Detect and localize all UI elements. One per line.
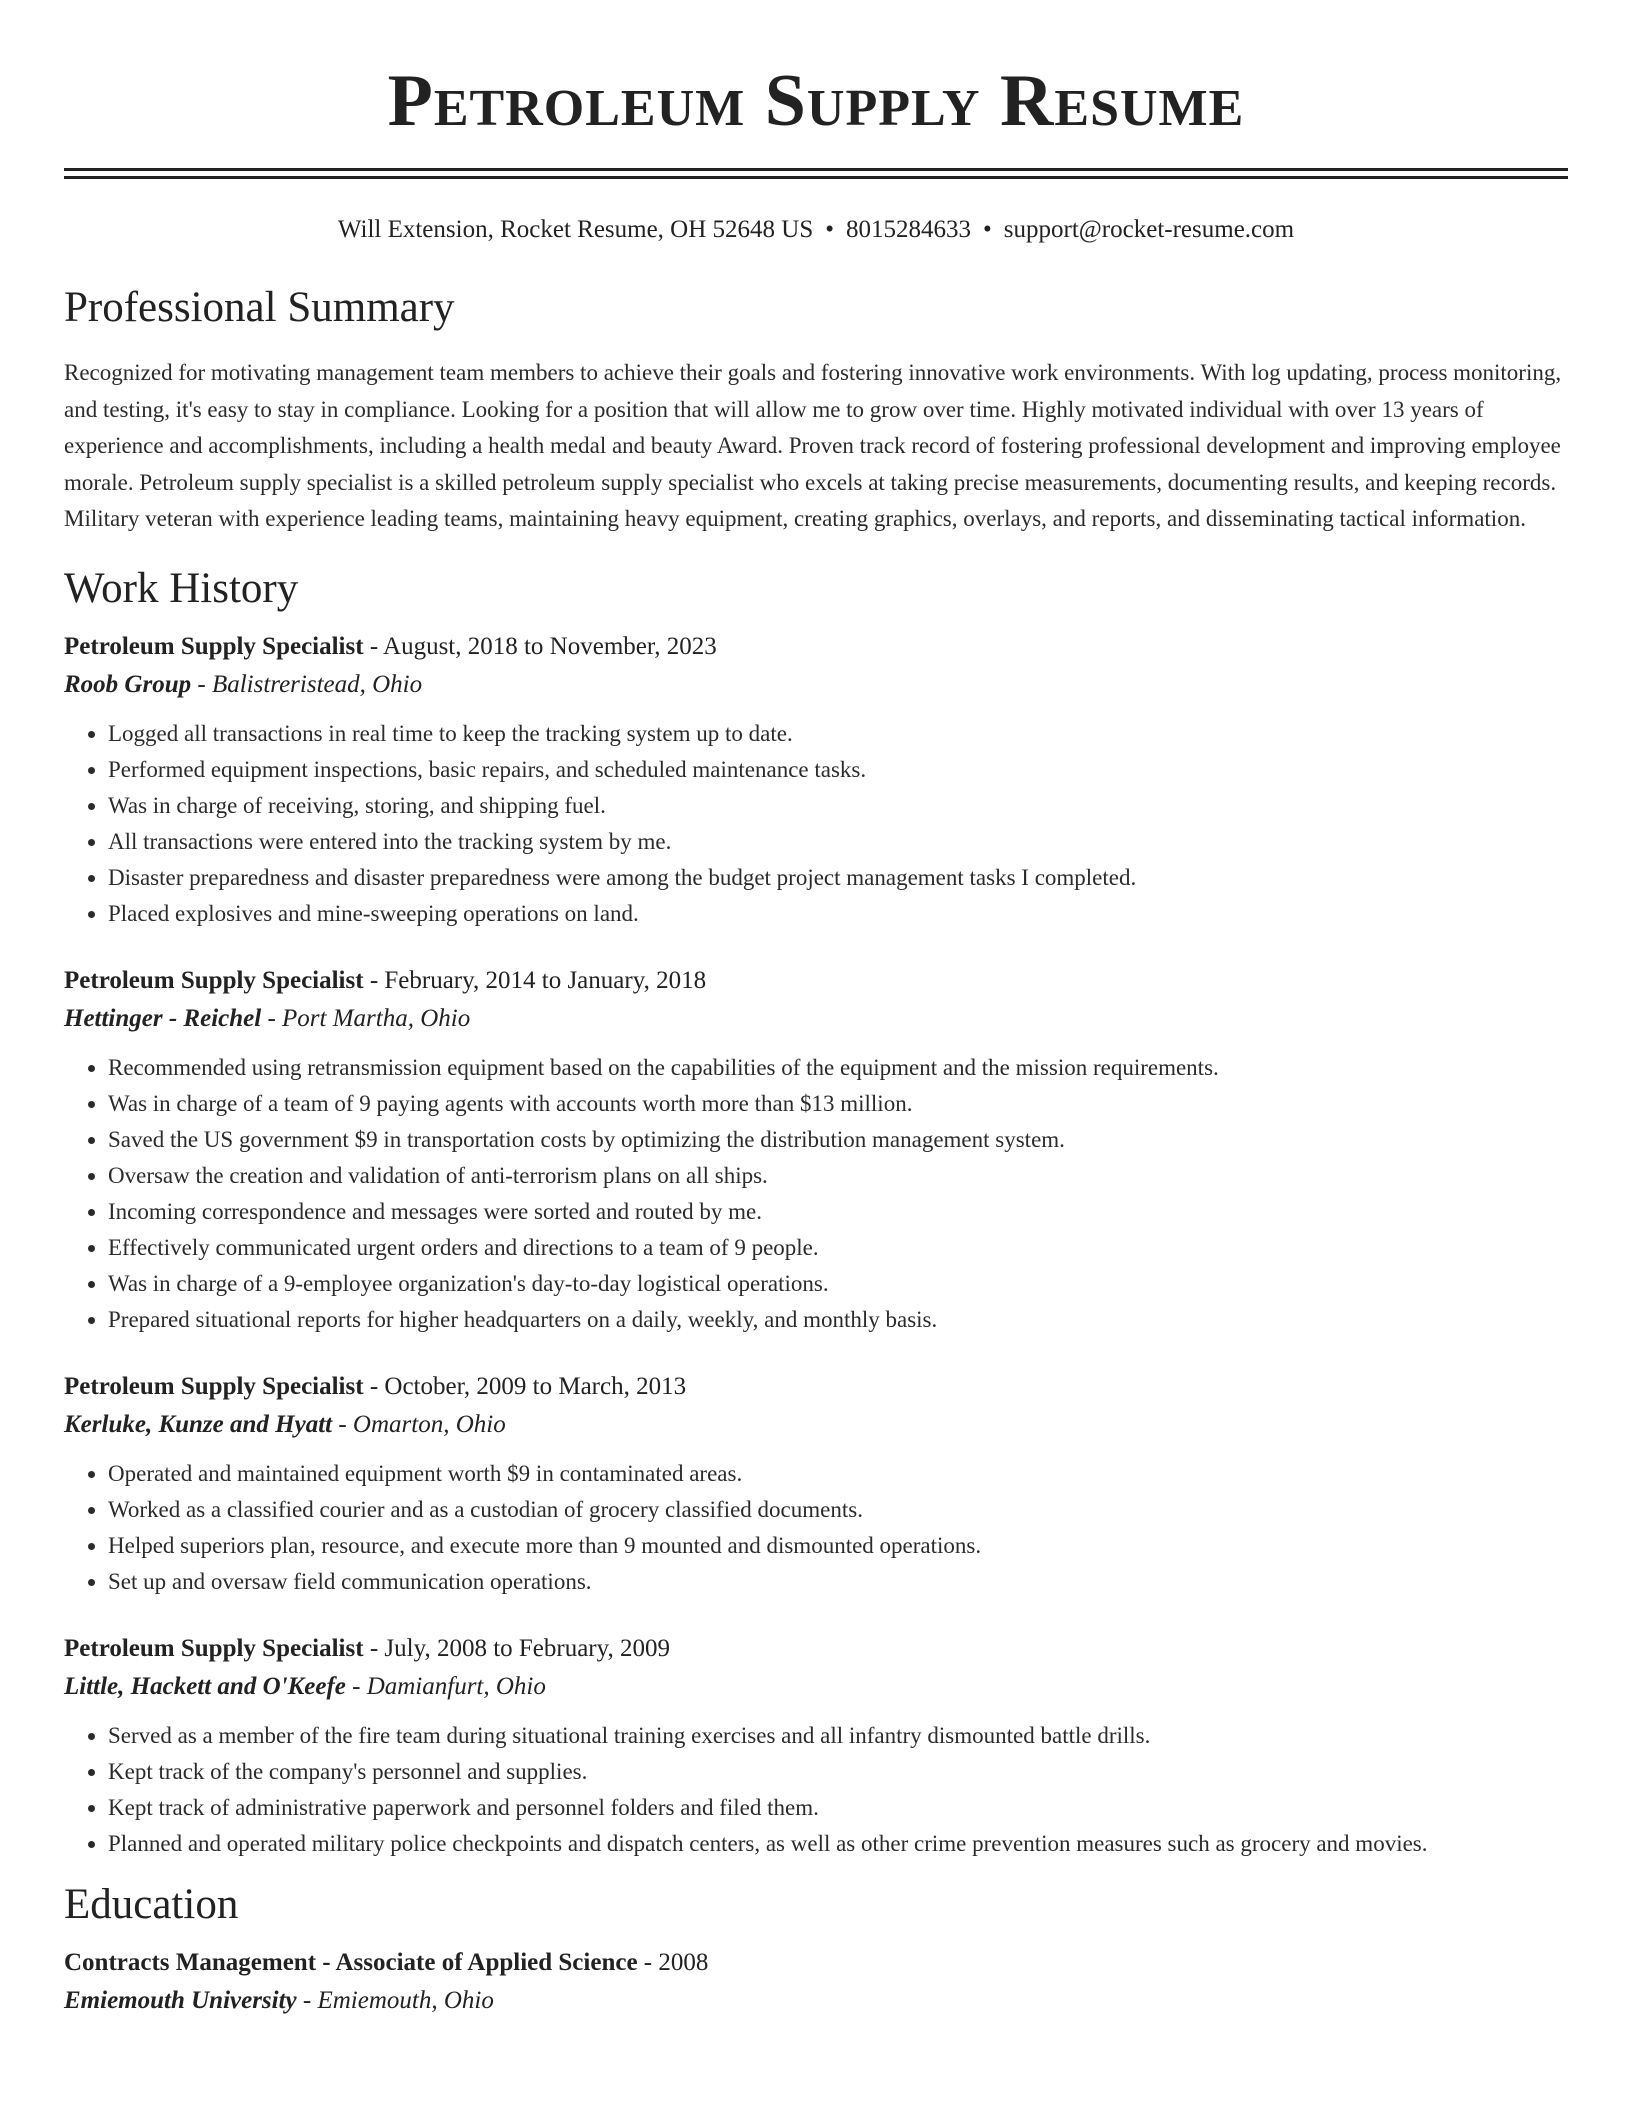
job-bullets (64, 1050, 1568, 1338)
job-title: Petroleum Supply Specialist (64, 1372, 364, 1400)
list-item: • Kept track of the company's personnel and supplies. (108, 1754, 1568, 1790)
job-dates: - February, 2014 to January, 2018 (363, 966, 707, 994)
company-line (64, 666, 1568, 704)
company-location: - Damianfurt, Ohio (345, 1672, 546, 1700)
job-entry (64, 1368, 1568, 1600)
list-item: • Effectively communicated urgent orders and directions to a team of 9 people. (108, 1230, 1568, 1266)
contact-email: support@rocket-resume.com (1003, 216, 1295, 243)
job-title-line (64, 628, 1568, 666)
job-entry (64, 962, 1568, 1338)
list-item: • Served as a member of the fire team during situational training exercises and all infantry dismounted battle drills. (108, 1718, 1568, 1754)
summary-heading: Professional Summary (64, 284, 455, 331)
list-item: • Was in charge of a 9-employee organization's day-to-day logistical operations. (108, 1266, 1568, 1302)
job-entry (64, 628, 1568, 932)
company-name: Little, Hackett and O'Keefe (64, 1672, 346, 1700)
education-heading: Education (64, 1880, 239, 1928)
list-item: • Operated and maintained equipment worth $9 in contaminated areas. (108, 1456, 1568, 1492)
degree-name: Contracts Management - Associate of Applied Science (64, 1948, 638, 1976)
title-divider-bottom (64, 176, 1568, 179)
education-entry (64, 1944, 1568, 2020)
list-item: • Placed explosives and mine-sweeping operations on land. (108, 896, 1568, 932)
list-item: • All transactions were entered into the tracking system by me. (108, 824, 1568, 860)
job-title: Petroleum Supply Specialist (64, 1634, 364, 1662)
degree-year: - 2008 (637, 1948, 709, 1976)
list-item: • Logged all transactions in real time to keep the tracking system up to date. (108, 716, 1568, 752)
job-title: Petroleum Supply Specialist (64, 632, 364, 660)
company-line (64, 1000, 1568, 1038)
school-location: - Emiemouth, Ohio (296, 1986, 494, 2014)
list-item: • Saved the US government $9 in transportation costs by optimizing the distribution management system. (108, 1122, 1568, 1158)
company-line (64, 1668, 1568, 1706)
company-name: Hettinger - Reichel (64, 1004, 262, 1032)
list-item: • Disaster preparedness and disaster preparedness were among the budget project management tasks I completed. (108, 860, 1568, 896)
list-item: • Was in charge of a team of 9 paying agents with accounts worth more than $13 million. (108, 1086, 1568, 1122)
job-bullets (64, 716, 1568, 932)
job-title: Petroleum Supply Specialist (64, 966, 364, 994)
list-item: • Set up and oversaw field communication operations. (108, 1564, 1568, 1600)
company-name: Kerluke, Kunze and Hyatt (64, 1410, 333, 1438)
list-item: • Oversaw the creation and validation of anti-terrorism plans on all ships. (108, 1158, 1568, 1194)
job-bullets (64, 1456, 1568, 1600)
contact-address: Will Extension, Rocket Resume, OH 52648 US (337, 216, 814, 243)
resume-page (64, 0, 1568, 2020)
title-divider-top (64, 168, 1568, 171)
list-item: • Planned and operated military police checkpoints and dispatch centers, as well as other crime prevention measures such as grocery and movies. (108, 1826, 1568, 1862)
list-item: • Recommended using retransmission equipment based on the capabilities of the equipment and the mission requirements. (108, 1050, 1568, 1086)
company-name: Roob Group (64, 670, 192, 698)
list-item: • Prepared situational reports for higher headquarters on a daily, weekly, and monthly basis. (108, 1302, 1568, 1338)
list-item: • Was in charge of receiving, storing, and shipping fuel. (108, 788, 1568, 824)
job-dates: - July, 2008 to February, 2009 (363, 1634, 671, 1662)
job-title-line (64, 962, 1568, 1000)
school-line (64, 1982, 1568, 2020)
contact-line (64, 215, 1568, 245)
resume-title: Petroleum Supply Resume (387, 60, 1245, 142)
contact-separator: • (825, 216, 835, 243)
contact-phone: 8015284633 (846, 216, 972, 243)
job-dates: - August, 2018 to November, 2023 (363, 632, 717, 660)
summary-text: Recognized for motivating management team members to achieve their goals and fostering innovative work environments. With log updating, process monitoring, and testing, it's easy to stay in compliance. Looking for a position that will allow me to grow over time. Highly motivated individual with over 13 years of experience and accomplishments, including a health medal and beauty Award. Proven track record of fostering professional development and improving employee morale. Petroleum supply specialist is a skilled petroleum supply specialist who excels at taking precise measurements, documenting results, and keeping records. Military veteran with experience leading teams, maintaining heavy equipment, creating graphics, overlays, and reports, and disseminating tactical information. (64, 360, 1562, 531)
company-location: - Port Martha, Ohio (261, 1004, 471, 1032)
company-location: - Balistreristead, Ohio (191, 670, 423, 698)
job-entry (64, 1630, 1568, 1862)
list-item: • Kept track of administrative paperwork and personnel folders and filed them. (108, 1790, 1568, 1826)
list-item: • Incoming correspondence and messages were sorted and routed by me. (108, 1194, 1568, 1230)
job-title-line (64, 1630, 1568, 1668)
contact-separator: • (983, 216, 992, 243)
list-item: • Performed equipment inspections, basic repairs, and scheduled maintenance tasks. (108, 752, 1568, 788)
school-name: Emiemouth University (64, 1986, 297, 2014)
job-bullets (64, 1718, 1568, 1862)
company-line (64, 1406, 1568, 1444)
work-history-heading: Work History (64, 564, 299, 612)
company-location: - Omarton, Ohio (332, 1410, 506, 1438)
job-dates: - October, 2009 to March, 2013 (363, 1372, 687, 1400)
list-item: • Worked as a classified courier and as a custodian of grocery classified documents. (108, 1492, 1568, 1528)
job-title-line (64, 1368, 1568, 1406)
list-item: • Helped superiors plan, resource, and execute more than 9 mounted and dismounted operations. (108, 1528, 1568, 1564)
degree-line (64, 1944, 1568, 1982)
